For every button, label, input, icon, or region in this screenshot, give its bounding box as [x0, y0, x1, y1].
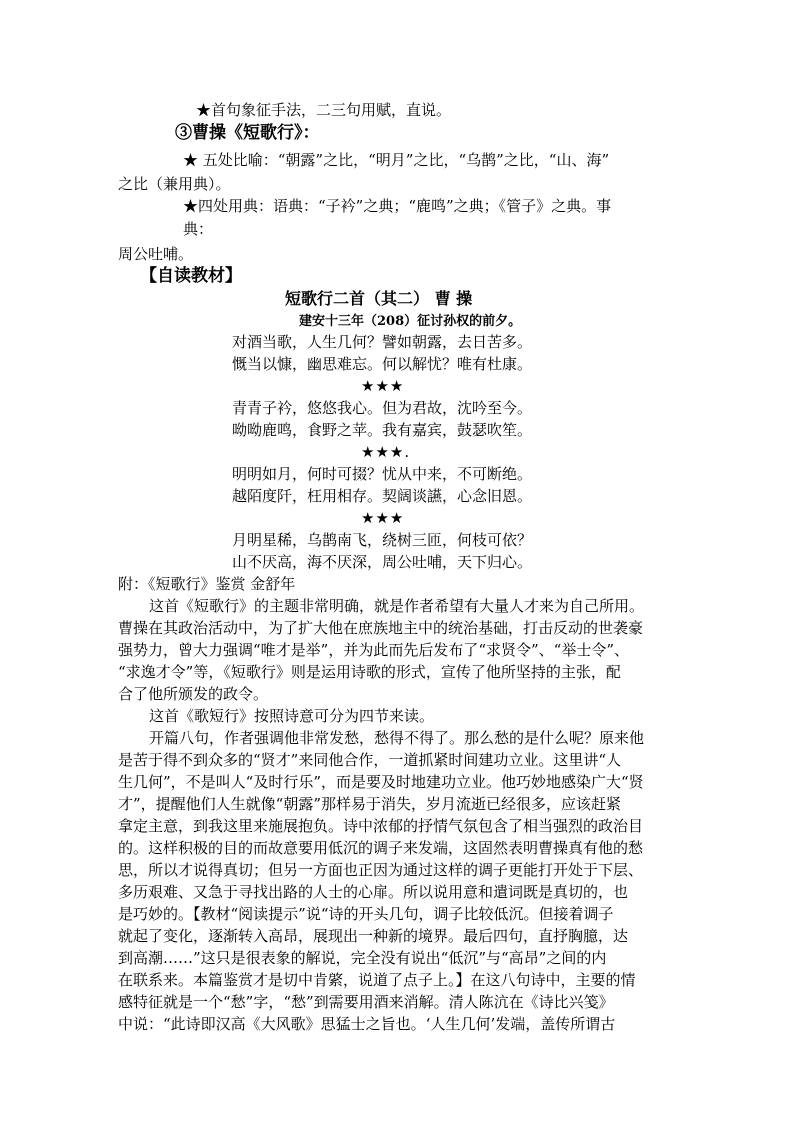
- body-text-line: 是苦于得不到众多的“贤才”来同他合作，一道抓紧时间建功立业。这里讲“人: [118, 751, 622, 769]
- poem-line: 呦呦鹿鸣，食野之苹。我有嘉宾，鼓瑟吹笙。: [232, 421, 533, 439]
- body-text-line: 生几何”，不是叫人“及时行乐”，而是要及时地建功立业。他巧妙地感染广大“贤: [118, 773, 644, 791]
- body-text-line: 多历艰难、又急于寻找出路的人士的心扉。所以说用意和遣词既是真切的，也: [118, 883, 629, 901]
- stanza-divider: ★★★: [361, 509, 405, 527]
- body-text-line: 的。这样积极的目的而故意要用低沉的调子来发端，这固然表明曹操真有他的愁: [118, 839, 644, 857]
- poem-line: 慨当以慷，幽思难忘。何以解忧？唯有杜康。: [232, 355, 533, 373]
- body-text-line: 就起了变化，逐渐转入高昂，展现出一种新的境界。最后四句，直抒胸臆，达: [118, 927, 629, 945]
- body-text-line: 到高潮……”这只是很表象的解说，完全没有说出“低沉”与“高昂”之间的内: [118, 949, 607, 967]
- analysis-note-line: ★ 五处比喻：“朝露”之比，“明月”之比，“乌鹊”之比，“山、海”: [183, 151, 610, 169]
- body-text-line: “求逸才令”等，《短歌行》则是运用诗歌的形式，宣传了他所坚持的主张，配: [118, 663, 621, 681]
- body-text-line: 曹操在其政治活动中，为了扩大他在庶族地主中的统治基础，打击反动的世袭豪: [118, 619, 644, 637]
- section-heading: ③曹操《短歌行》：: [175, 123, 320, 143]
- analysis-note-line: 之比（兼用典）。: [118, 175, 231, 193]
- body-text-line: 才”，提醒他们人生就像“朝露”那样易于消失，岁月流逝已经很多，应该赶紧: [118, 795, 622, 813]
- body-text-line: 中说：“此诗即汉高《大风歌》思猛士之旨也。‘人生几何’发端，盖传所谓古: [118, 1015, 616, 1033]
- poem-line: 山不厌高，海不厌深，周公吐哺，天下归心。: [232, 553, 533, 571]
- analysis-note-line: 典：: [183, 220, 214, 238]
- poem-line: 青青子衿，悠悠我心。但为君故，沈吟至今。: [232, 399, 533, 417]
- body-text-line: 合了他所颁发的政令。: [118, 685, 269, 703]
- poem-line: 对酒当歌，人生几何？譬如朝露，去日苦多。: [232, 333, 533, 351]
- body-text-line: 思，所以才说得真切；但另一方面也正因为通过这样的调子更能打开处于下层、: [118, 861, 644, 879]
- analysis-note-line: 周公吐哺。: [118, 245, 194, 263]
- poem-title: 短歌行二首（其二） 曹 操: [285, 289, 473, 308]
- poem-subtitle: 建安十三年（208）征讨孙权的前夕。: [299, 314, 522, 329]
- body-text-line: 开篇八句，作者强调他非常发愁，愁得不得了。那么愁的是什么呢？原来他: [149, 729, 645, 747]
- poem-line: 越陌度阡，枉用相存。契阔谈讌，心念旧恩。: [232, 487, 533, 505]
- body-text-line: 拿定主意，到我这里来施展抱负。诗中浓郁的抒情气氛包含了相当强烈的政治目: [118, 817, 644, 835]
- appendix-heading: 附：《短歌行》鉴赏 金舒年: [118, 575, 296, 593]
- body-text-line: 强势力，曾大力强调“唯才是举”，并为此而先后发布了“求贤令”、“举士令”、: [118, 641, 630, 659]
- body-text-line: 这首《歌短行》按照诗意可分为四节来读。: [149, 707, 435, 725]
- analysis-note-line: ★首句象征手法，二三句用赋，直说。: [196, 101, 452, 119]
- body-text-line: 在联系来。本篇鉴赏才是切中肯綮，说道了点子上。】在这八句诗中，主要的情: [118, 971, 636, 989]
- analysis-note-line: ★四处用典：语典：“子衿”之典；“鹿鸣”之典；《管子》之典。事: [183, 197, 612, 215]
- body-text-line: 感特征就是一个“愁”字，“愁”到需要用酒来消解。清人陈沆在《诗比兴笺》: [118, 993, 614, 1011]
- body-text-line: 这首《短歌行》的主题非常明确，就是作者希望有大量人才来为自己所用。: [149, 597, 645, 615]
- stanza-divider: ★★★.: [361, 443, 411, 461]
- poem-line: 月明星稀，乌鹊南飞，绕树三匝，何枝可依？: [232, 531, 533, 549]
- section-heading: 【自读教材】: [140, 266, 242, 286]
- stanza-divider: ★★★: [361, 377, 405, 395]
- body-text-line: 是巧妙的。【教材“阅读提示”说“诗的开头几句，调子比较低沉。但接着调子: [118, 905, 614, 923]
- poem-line: 明明如月，何时可掇？忧从中来，不可断绝。: [232, 465, 533, 483]
